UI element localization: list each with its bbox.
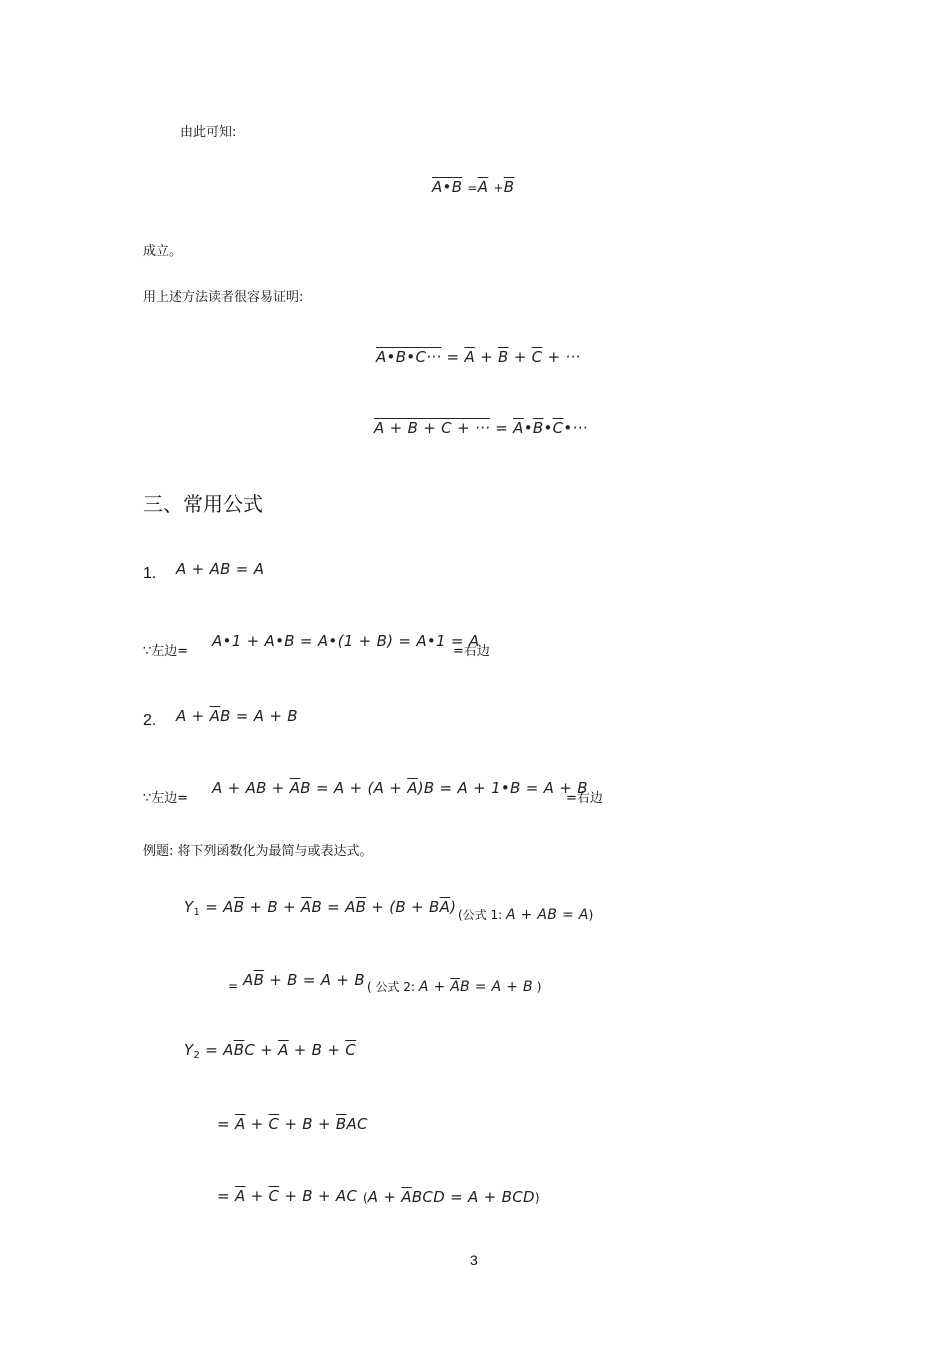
item-1-right: =右边 xyxy=(453,644,490,659)
item-1-number: 1. xyxy=(143,565,157,582)
item-2-proof: A + AB + $\overline{A}B = A + (A + \overline{A})B = A$ + 1•B = A + B xyxy=(212,779,588,797)
easy-proof-text: 用上述方法读者很容易证明: xyxy=(143,290,304,305)
chengli-text: 成立。 xyxy=(143,244,183,259)
y1b-note: ( 公式 2: $A + \overline{A}B = A + B$ ) xyxy=(367,979,542,995)
y1b-equation: $A\overline{B} + B = A + B$ xyxy=(243,971,365,989)
y2-equation: $Y_2 = A\overline{B}C + \overline{A} + B + \overline{C}$ xyxy=(184,1041,357,1061)
general-equation-2: A + B + C + ··· = $\overline{A}•\overline{B}•\overline{C}•\cdot\cdot\cdot$ xyxy=(374,419,588,437)
page-number: 3 xyxy=(470,1252,478,1268)
item-1-because: ∵左边= xyxy=(143,644,189,659)
item-1-formula: A + AB = A xyxy=(176,560,265,578)
y2c-note: $(A + \overline{A}BCD = A + BCD)$ xyxy=(363,1188,540,1206)
intro-label: 由此可知: xyxy=(180,125,237,140)
y1-note: (公式 1: A + AB = A) xyxy=(458,907,594,923)
y2c-equation: = $\overline{A} + \overline{C} + B$ + AC xyxy=(217,1187,358,1205)
item-2-because: ∵左边= xyxy=(143,791,189,806)
demorgan-equation: A•B $=\overline{A} +\overline{B}$ xyxy=(432,178,515,196)
item-2-right: =右边 xyxy=(566,791,603,806)
general-equation-1: A•B•C··· = $\overline{A} + \overline{B} + \overline{C}$ + ··· xyxy=(376,348,581,366)
section-title: 三、常用公式 xyxy=(143,492,263,516)
y1-equation: $Y_1 = A\overline{B} + B + \overline{A}B = A\overline{B} + (B + B\overline{A})$ xyxy=(184,898,457,918)
y2b-equation: = $\overline{A} + \overline{C} + B + \overline{B}AC$ xyxy=(217,1115,368,1133)
item-1-proof: A•1 + A•B = A•(1 + B) = A•1 = A xyxy=(212,632,480,650)
eq-lhs: A•B xyxy=(432,178,463,196)
example-label: 例题: 将下列函数化为最简与或表达式。 xyxy=(143,844,373,859)
item-2-number: 2. xyxy=(143,712,157,729)
item-2-formula: $A + \overline{A}B = A + B$ xyxy=(176,707,298,725)
y1b-equals: = xyxy=(228,979,239,993)
